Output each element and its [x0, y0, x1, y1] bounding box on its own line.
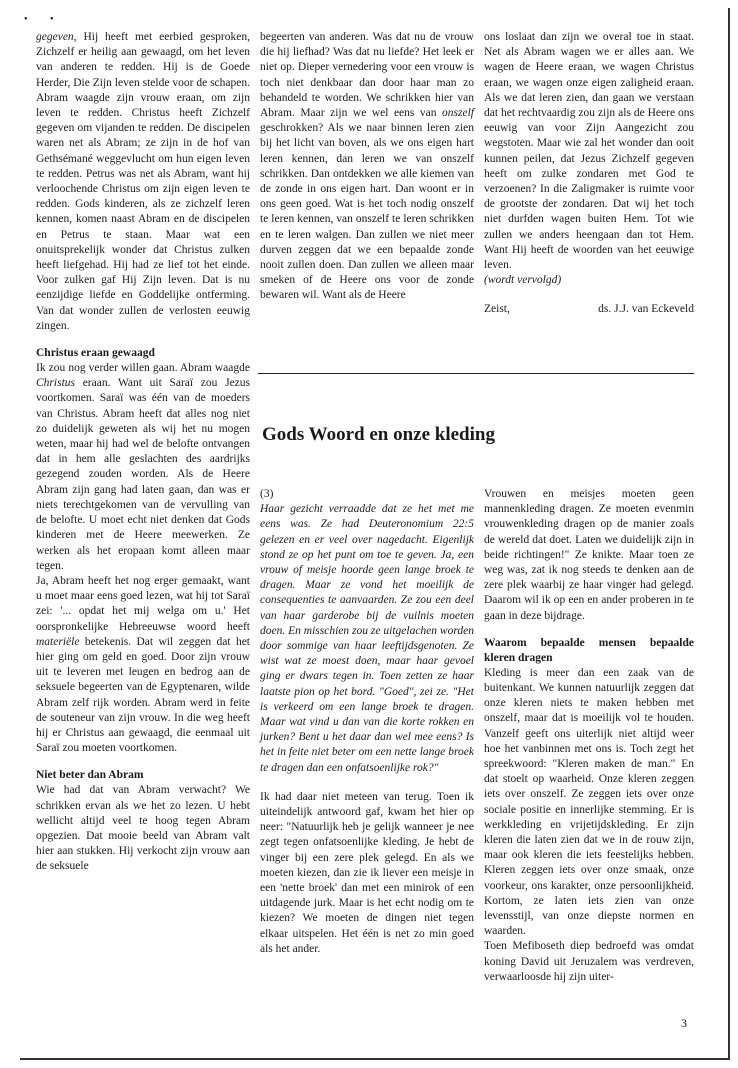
column-3-top: [484, 30, 694, 318]
section-divider: [258, 373, 694, 374]
column-3-bottom: [484, 487, 694, 985]
emphasis: onszelf: [442, 107, 474, 120]
signature-author: ds. J.J. van Eckeveld: [598, 303, 694, 316]
paragraph: [260, 502, 474, 776]
paragraph: Ik had daar niet meteen van terug. Toen ik uiteindelijk antwoord gaf, kwam het hier op neer: "Natuurlijk heb je gelijk wanneer je nee zegt tegen onfatsoenlijke kleding. Je hebt de vinger bij een zere plek gelegd. En als we moeten kiezen, dan zie ik liever een meisje in een 'nette broek' dan met een minirok of een uitdagende jurk. Maar is het echt nodig om te kiezen? We moeten de dingen niet tegen elkaar uitspelen. Het één is net zo min goed als het ander.: [260, 790, 474, 955]
paragraph: [36, 361, 250, 574]
section-heading: Niet beter dan Abram: [36, 769, 144, 782]
paragraph: Wie had dat van Abram verwacht? We schrikken ervan als we het zo lezen. U hebt wellicht altijd veel te hoog tegen Abram opgezien. Dat mooie beeld van Abram valt hier aan stukken. Hij verkocht zijn vrouw aan de seksuele: [36, 784, 250, 873]
intro-first-word: gegeven: [36, 31, 74, 43]
text: Ja, Abram heeft het nog erger gemaakt, want u moet maar eens goed lezen, wat hij tot Saraï zei: '... opdat het mij welga om u.' Het oorspronkelijke Hebreeuwse woord heeft: [36, 574, 250, 633]
italic-intro: Haar gezicht verraadde dat ze het met me eens was. Ze had Deuteronomium 22:5 gelezen en er veel over nagedacht. Eigenlijk stond ze op het punt om toe te geven. Ja, een vrouw of meisje hoorde geen lange broek te dragen. Maar ze vond het moeilijk de consequenties te aanvaarden. Ze zou een deel van haar garderobe bij de vuilnis moeten doen. En misschien zou ze uitgelachen worden door sommige van haar leeftijdsgenoten. Ze wist wat ze moest doen, maar haar gevoel ging er dwars tegen in. Toen zetten ze haar laatste pion op het bord. "Goed", zei ze. "Het is verkeerd om een lange broek te dragen. Maar wat vind u dan van die korte rokken en jurken? Bent u het daar dan wel mee eens? Is het in feite niet beter om een nette lange broek te dragen dan een onfatsoenlijke rok?": [260, 503, 474, 774]
paragraph: [36, 30, 250, 334]
section-heading: Christus eraan gewaagd: [36, 347, 155, 360]
article-title: Gods Woord en onze kleding: [262, 424, 495, 445]
section-heading: Waarom bepaalde mensen bepaalde kleren dragen: [484, 636, 694, 664]
emphasis: Christus: [36, 377, 75, 390]
page-number: 3: [681, 1016, 687, 1030]
signature-place: Zeist,: [484, 303, 510, 316]
paragraph: Kleding is meer dan een zaak van de buitenkant. We kunnen natuurlijk zeggen dat onze kleren niets te maken hebben met onszelf, maar dat is moeilijk vol te houden. Vanzelf geeft ons uiterlijk niet altijd weer hoe het vanbinnen met ons is. Toch zegt het spreekwoord: "Kleren maken de man." En dat stoelt op waarheid. Onze kleren zeggen iets over onszelf. Ze zeggen iets over onze sociale positie en innerlijke stemming. Er is werkkleding en vrijetijdskleding. Er zijn kleren die laten zien dat we in de rouw zijn, maar ook kleren die iets feestelijks hebben. Kleren zeggen iets over onze smaak, onze voorkeur, ons karakter, onze persoonlijkheid. Kortom, ze laten iets zien van onze levensstijl, van onze diepste normen en waarden.: [484, 666, 694, 938]
text: begeerten van anderen. Was dat nu de vrouw die hij liefhad? Was dat nu liefde? Het leek er niet op. Dieper vernedering voor een vrouw is toch niet denkbaar dan door haar man zo behandeld te worden. We schrikken hier van Abram. Maar zijn we wel eens van: [260, 31, 474, 120]
header-marks: • •: [24, 14, 64, 25]
paragraph: ons loslaat dan zijn we overal toe in staat. Net als Abram wagen we er alles aan. We wagen de Heere eraan, we wagen Christus eraan, we wagen onze eigen zaligheid eraan. Als we dat leren zien, dan gaan we verstaan dat het rechtvaardig zou zijn als de Heere ons eeuwig van voor Zijn Aangezicht zou wegstoten. Maar wie zal het wonder dan ooit kunnen peilen, dat Jezus Zichzelf gegeven heeft om zulke zondaren met God te verzoenen? In die Zaligmaker is ruimte voor de grootste der zondaren. Dat wij het toch niet durfden wagen buiten Hem. Tot wie zullen we anders heengaan dan tot Hem. Want Hij heeft de woorden van het eeuwige leven.: [484, 31, 694, 272]
text: eraan. Want uit Saraï zou Jezus voortkomen. Saraï was één van de moeders van Christus. Abram heeft dat alles nog niet zo duidelijk geweten als wij het nu mogen weten, maar hij had wel de belofte ontvangen dat in hem alle geslachten des aardrijks gezegend zouden worden. Als de Heere Abram zijn gang had laten gaan, dan was er niets terechtgekomen van de vervulling van de belofte. U moet echt niet denken dat Gods kinderen met de Heere meewerken. Ze werken als het eropaan komt alleen maar tegen.: [36, 377, 250, 572]
text: geschrokken? Als we naar binnen leren zien bij het licht van boven, als we ons eigen hart leren kennen, dan leren we van onszelf schrikken. Dan ontdekken we alle kiemen van de zonde in ons eigen hart. Dan woont er in ons geen goed. Wat is het toch nodig onszelf te leren kennen, van onszelf te leren schrikken en te leren walgen. Dan zullen we niet meer durven zeggen dat we een bepaalde zonde nooit zullen doen. Dan zullen we alleen maar smeken of de Heere ons voor de zonde bewaren wil. Want als de Heere: [260, 122, 474, 302]
paragraph: Toen Mefiboseth diep bedroefd was omdat koning David uit Jeruzalem was verdreven, verwaarloosde hij zijn uiter-: [484, 940, 694, 983]
paragraph: [36, 574, 250, 756]
continued-note: [484, 273, 694, 288]
part-number: (3): [260, 488, 274, 500]
column-1: [36, 30, 250, 875]
text: Ik zou nog verder willen gaan. Abram waagde: [36, 362, 250, 375]
paragraph: [260, 30, 474, 304]
text: betekenis. Dat wil zeggen dat het hier ging om geld en goed. Door zijn vrouw uit te leveren met leugen en bedrog aan de seksuele begeerten van de Egyptenaren, wilde Abram zelf rijk worden. Abram werd in feite de souteneur van zijn vrouw. In die weg heeft hij er Christus aan gewaagd, die eenmaal uit Saraï zou moeten voortkomen.: [36, 635, 250, 755]
continued-text: (wordt vervolgd): [484, 274, 562, 287]
column-2-top: [260, 30, 474, 304]
column-2-bottom: [260, 487, 474, 957]
intro-text: , Hij heeft met eerbied gesproken, Zichzelf er heilig aan gewaagd, om het leven van anderen te redden. Hij is de Goede Herder, Die Zijn leven stelde voor de schapen. Abram waagde zijn vrouw eraan, om zijn leven te redden. Christus heeft Zichzelf gegeven om vijanden te redden. De discipelen waren net als Abram; ze zijn in de hof van Gethsémané weggevlucht om hun eigen leven te redden. Petrus was net als Abram, want hij verloochende Christus om zijn eigen leven te redden. Gods kinderen, als ze zichzelf leren kennen, komen naast Abram en de discipelen en Petrus te staan. Maar wat een onuitsprekelijk wonder dat Christus zulken heeft liefgehad. Hij had ze lief tot het einde. Voor zulken gaf Hij Zijn leven. Dat is nu eenzijdige liefde en Goddelijke ontferming. Van dat wonder zullen de verlosten eeuwig zingen.: [36, 31, 250, 332]
emphasis: materiële: [36, 635, 80, 648]
signature: [484, 302, 694, 317]
paragraph: Vrouwen en meisjes moeten geen mannenkleding dragen. Ze moeten evenmin vrouwenkleding dragen op de manier zoals de wereld dat doet. Laten we duidelijk zijn in beide richtingen!" Ze knikte. Maar toen ze weg was, zat ik nog steeds te denken aan de zere plek waarbij ze haar vinger had gelegd. Daarom wil ik op een en ander proberen in te gaan in deze bijdrage.: [484, 488, 694, 622]
